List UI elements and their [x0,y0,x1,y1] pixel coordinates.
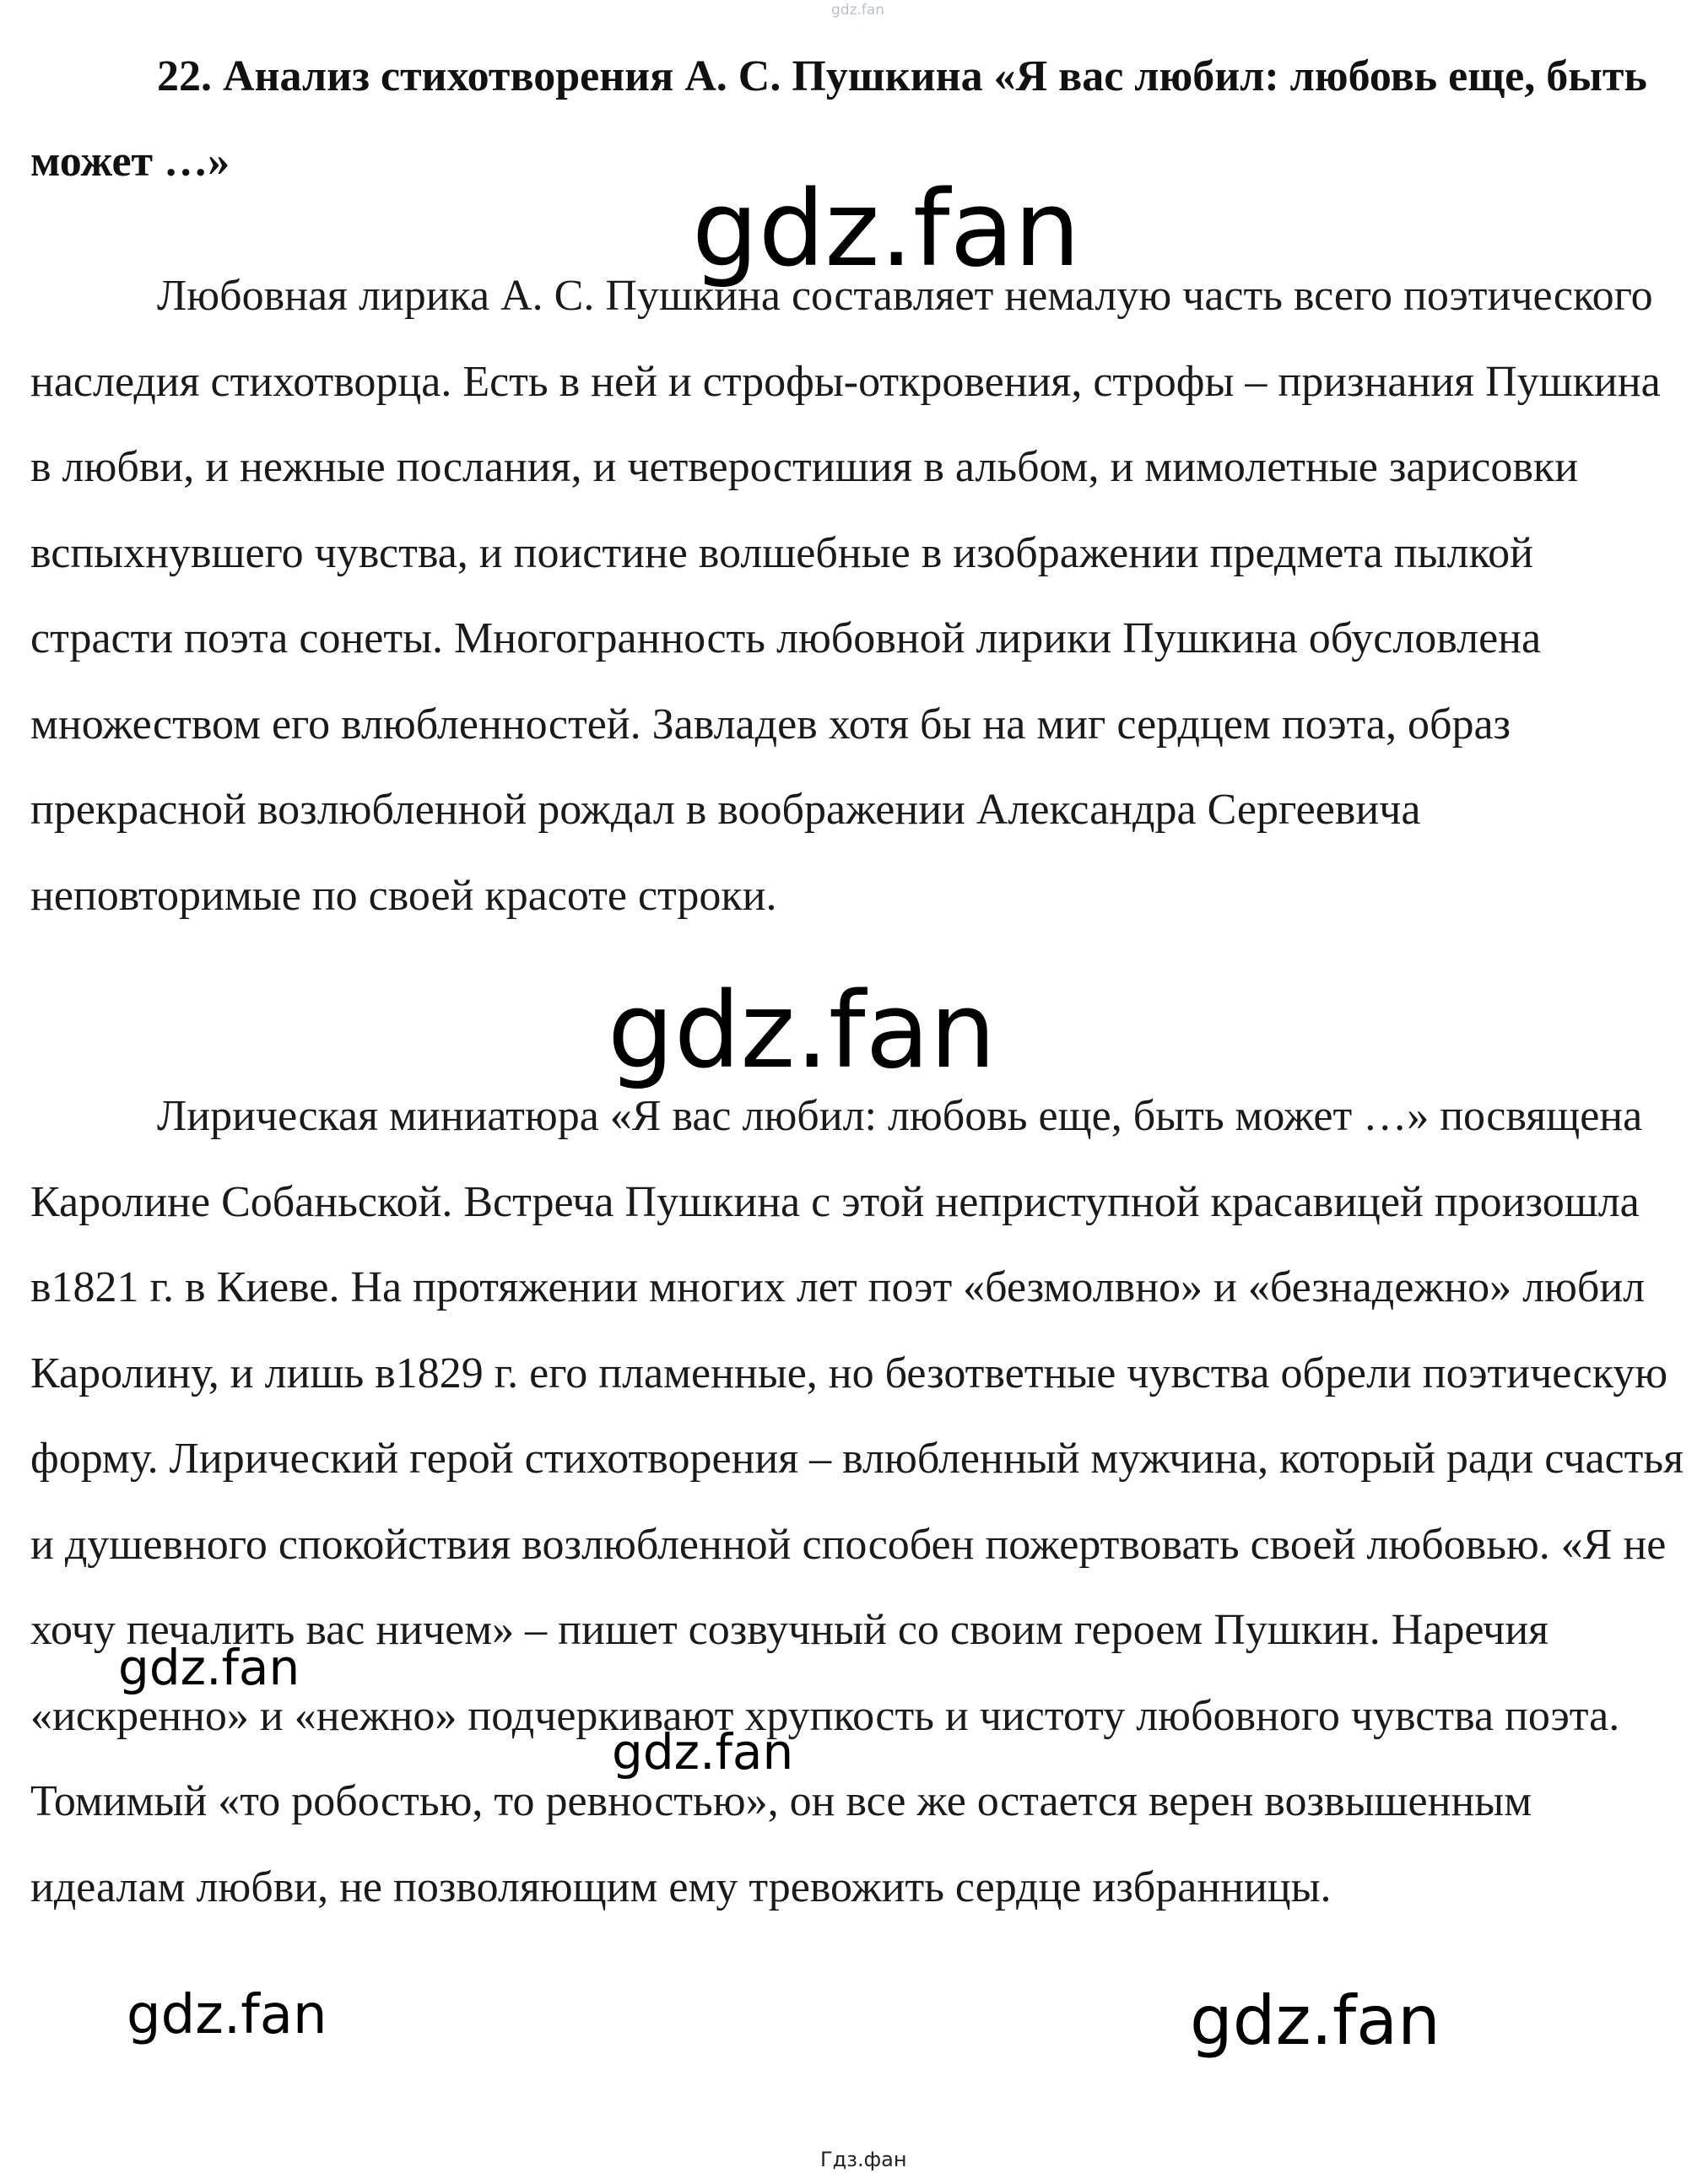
watermark-small-4: gdz.fan [1190,1981,1440,2060]
paragraph-2: Лирическая миниатюра «Я вас любил: любовь еще, быть может …» посвящена Каролине Собаньской. Встреча Пушкина с этой неприступной красавицей произошла в1821 г. в Киеве. На протяжении многих лет поэт «безмолвно» и «безнадежно» любил Каролину, и лишь в1829 г. его пламенные, но безответные чувства обрели поэтическую форму. Лирический герой стихотворения – влюбленный мужчина, который ради счастья и душевного спокойствия возлюбленной способен пожертвовать своей любовью. «Я не хочу печалить вас ничем» – пишет созвучный со своим героем Пушкин. Наречия «искренно» и «нежно» подчеркивают хрупкость и чистоту любовного чувства поэта. Томимый «то робостью, то ревностью», он все же остается верен возвышенным идеалам любви, не позволяющим ему тревожить сердце избранницы. [30,1092,1684,1911]
watermark-small-1: gdz.fan [118,1639,300,1696]
page-title: 22. Анализ стихотворения А. С. Пушкина «Я вас любил: любовь еще, быть может …» [30,52,1647,186]
watermark-small-3: gdz.fan [127,1984,327,2046]
watermark-large-2: gdz.fan [608,970,997,1092]
paragraph-1: Любовная лирика А. С. Пушкина составляет немалую часть всего поэтического наследия стихотворца. Есть в ней и строфы-откровения, строфы – признания Пушкина в любви, и нежные послания, и четверостишия в альбом, и мимолетные зарисовки вспыхнувшего чувства, и поистине волшебные в изображении предмета пылкой страсти поэта сонеты. Многогранность любовной лирики Пушкина обусловлена множеством его влюбленностей. Завладев хотя бы на миг сердцем поэта, образ прекрасной возлюбленной рождал в воображении Александра Сергеевича неповторимые по своей красоте строки. [30,272,1661,920]
watermark-large-1: gdz.fan [692,169,1081,290]
watermark-small-2: gdz.fan [612,1723,794,1781]
watermark-top: gdz.fan [831,2,885,19]
page-footer: Гдз.фан [820,2148,907,2171]
